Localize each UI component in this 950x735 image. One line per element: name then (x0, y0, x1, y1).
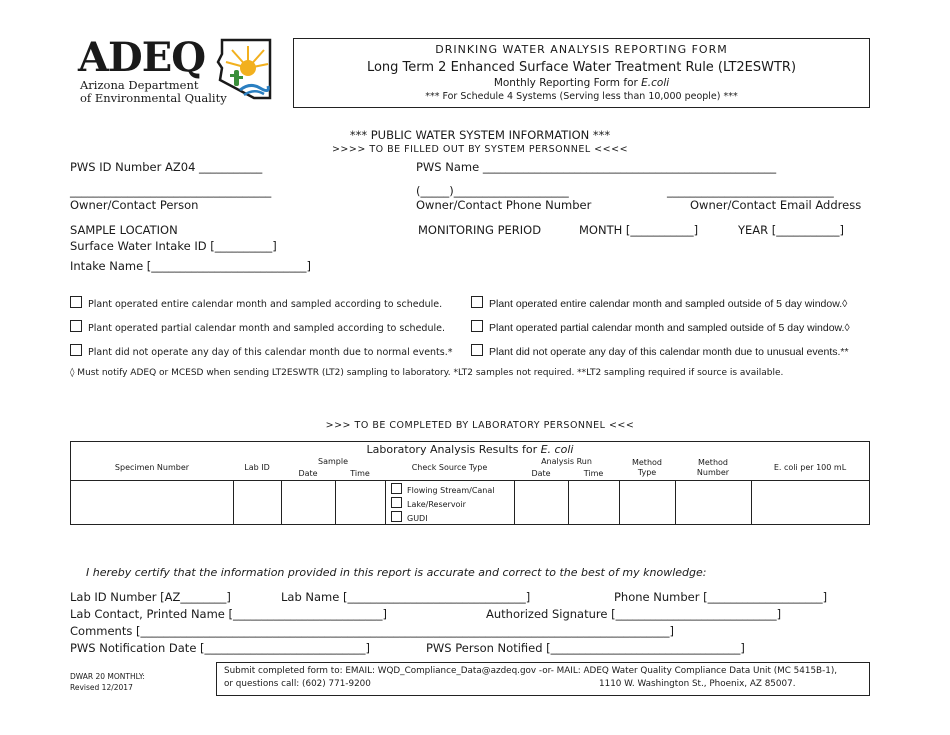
checkbox[interactable] (70, 320, 82, 332)
comments-field[interactable]: Comments [____________________________________________________________________________________________] (70, 624, 674, 638)
source-type-options (391, 483, 495, 525)
form-rule-title: Long Term 2 Enhanced Surface Water Treatment Rule (LT2ESWTR) (366, 60, 797, 75)
authorized-signature-field[interactable]: Authorized Signature [____________________________] (486, 607, 782, 621)
lab-table-title-prefix: Laboratory Analysis Results for (366, 443, 541, 456)
col-method-type-line1: Method (631, 458, 662, 467)
col-specimen-number: Specimen Number (114, 463, 190, 472)
col-analysis-run: Analysis Run (541, 457, 592, 466)
pws-section-title: *** PUBLIC WATER SYSTEM INFORMATION *** (349, 128, 611, 142)
source-option-label: GUDI (407, 514, 428, 523)
lab-phone-field[interactable]: Phone Number [____________________] (614, 590, 828, 604)
checkbox-label: Plant operated partial calendar month and sampled outside of 5 day window.◊ (489, 322, 850, 334)
col-method-type-line2: Type (637, 468, 657, 477)
source-option-label: Lake/Reservoir (407, 500, 466, 509)
lab-table-title (71, 443, 869, 456)
source-option-label: Flowing Stream/Canal (407, 486, 495, 495)
checkbox-row[interactable] (471, 296, 850, 320)
form-subtitle-prefix: Monthly Reporting Form for (493, 77, 642, 89)
checkbox[interactable] (391, 511, 402, 522)
pws-id-field[interactable]: PWS ID Number AZ04 ___________ (70, 160, 263, 174)
checkbox[interactable] (471, 296, 483, 308)
logo-wordmark: ADEQ (78, 34, 206, 81)
submission-address: 1110 W. Washington St., Phoenix, AZ 85007. (599, 679, 796, 689)
checkbox[interactable] (471, 344, 483, 356)
notification-footnote: ◊ Must notify ADEQ or MCESD when sending LT2ESWTR (LT2) sampling to laboratory. *LT2 samples not required. **LT2 sampling required if source is available. (70, 368, 784, 378)
cell-run-time[interactable] (569, 481, 619, 524)
checkbox[interactable] (70, 344, 82, 356)
checkbox-row[interactable] (70, 296, 453, 320)
checkbox[interactable] (391, 483, 402, 494)
source-option-gudi[interactable] (391, 511, 495, 525)
month-field[interactable]: MONTH [___________] (579, 223, 699, 237)
form-subtitle (294, 77, 869, 89)
operation-checklist-right (471, 296, 850, 368)
owner-email-label: Owner/Contact Email Address (690, 198, 862, 212)
checkbox-label: Plant operated partial calendar month and sampled according to schedule. (88, 323, 445, 334)
col-ecoli-count: E. coli per 100 mL (773, 463, 847, 472)
col-method-number-line1: Method (697, 458, 728, 467)
cell-specimen-number[interactable] (71, 481, 233, 524)
source-option-lake[interactable] (391, 497, 495, 511)
submission-line-1: Submit completed form to: EMAIL: WQD_Compliance_Data@azdeq.gov -or- MAIL: ADEQ Water Quality Compliance Data Unit (MC 5415B-1), (224, 666, 838, 676)
revision-date: Revised 12/2017 (70, 683, 133, 692)
logo-line2: of Environmental Quality (80, 91, 227, 105)
checkbox-label: Plant did not operate any day of this calendar month due to unusual events.** (489, 346, 849, 358)
owner-contact-label: Owner/Contact Person (70, 198, 199, 212)
form-id: DWAR 20 MONTHLY: (70, 672, 145, 681)
submission-phone: or questions call: (602) 771-9200 (224, 679, 371, 689)
cell-method-type[interactable] (620, 481, 675, 524)
lab-name-field[interactable]: Lab Name [_______________________________] (281, 590, 531, 604)
cell-ecoli-count[interactable] (752, 481, 869, 524)
form-subtitle-organism: E.coli (641, 77, 670, 89)
cell-lab-id[interactable] (234, 481, 281, 524)
pws-notification-date-field[interactable]: PWS Notification Date [____________________________] (70, 641, 371, 655)
year-field[interactable]: YEAR [___________] (738, 223, 845, 237)
owner-phone-field[interactable]: (_____)____________________ (416, 184, 569, 198)
lab-table-title-organism: E. coli (540, 443, 574, 456)
col-sample-date: Date (298, 469, 318, 478)
form-schedule-note: *** For Schedule 4 Systems (Serving less than 10,000 people) *** (425, 91, 738, 102)
cell-method-number[interactable] (676, 481, 751, 524)
col-sample-time: Time (350, 469, 370, 478)
col-run-time: Time (583, 469, 604, 478)
owner-email-field[interactable]: _____________________________ (667, 184, 834, 198)
checkbox-label: Plant did not operate any day of this calendar month due to normal events.* (88, 347, 453, 358)
owner-phone-label: Owner/Contact Phone Number (416, 198, 592, 212)
checkbox-label: Plant operated entire calendar month and sampled outside of 5 day window.◊ (489, 298, 848, 310)
adeq-logo (78, 36, 278, 108)
form-header-box (293, 38, 870, 108)
arizona-sun-icon (216, 38, 272, 100)
checkbox[interactable] (70, 296, 82, 308)
pws-section-subtitle: >>>> TO BE FILLED OUT BY SYSTEM PERSONNEL <<<< (331, 144, 629, 155)
lab-id-field[interactable]: Lab ID Number [AZ________] (70, 590, 231, 604)
source-option-stream[interactable] (391, 483, 495, 497)
lab-results-table (70, 441, 870, 525)
cell-sample-time[interactable] (336, 481, 385, 524)
intake-name-field[interactable]: Intake Name [___________________________] (70, 259, 312, 273)
owner-contact-field[interactable]: ___________________________________ (70, 184, 272, 198)
pws-person-notified-field[interactable]: PWS Person Notified [_________________________________] (426, 641, 745, 655)
cell-sample-date[interactable] (282, 481, 335, 524)
checkbox-row[interactable] (70, 344, 453, 368)
cell-run-date[interactable] (515, 481, 568, 524)
checkbox[interactable] (391, 497, 402, 508)
form-title: DRINKING WATER ANALYSIS REPORTING FORM (435, 43, 728, 56)
pws-name-field[interactable]: PWS Name ___________________________________________________ (416, 160, 777, 174)
col-method-number-line2: Number (696, 468, 730, 477)
submission-info-box (216, 662, 870, 696)
col-sample: Sample (318, 457, 348, 466)
lab-section-subtitle: >>> TO BE COMPLETED BY LABORATORY PERSONNEL <<< (325, 420, 635, 431)
checkbox-label: Plant operated entire calendar month and sampled according to schedule. (88, 299, 443, 310)
checkbox[interactable] (471, 320, 483, 332)
checkbox-row[interactable] (471, 344, 850, 368)
col-source-type: Check Source Type (411, 463, 488, 472)
logo-line1: Arizona Department (80, 78, 199, 92)
sample-location-heading: SAMPLE LOCATION (70, 223, 178, 237)
col-lab-id: Lab ID (244, 463, 270, 472)
checkbox-row[interactable] (70, 320, 453, 344)
intake-id-field[interactable]: Surface Water Intake ID [__________] (70, 239, 277, 253)
certification-statement: I hereby certify that the information provided in this report is accurate and correct to the best of my knowledge: (86, 566, 707, 579)
monitoring-period-heading: MONITORING PERIOD (418, 223, 542, 237)
lab-contact-field[interactable]: Lab Contact, Printed Name [__________________________] (70, 607, 388, 621)
column-line (385, 480, 386, 524)
operation-checklist-left (70, 296, 453, 368)
checkbox-row[interactable] (471, 320, 850, 344)
col-run-date: Date (531, 469, 551, 478)
